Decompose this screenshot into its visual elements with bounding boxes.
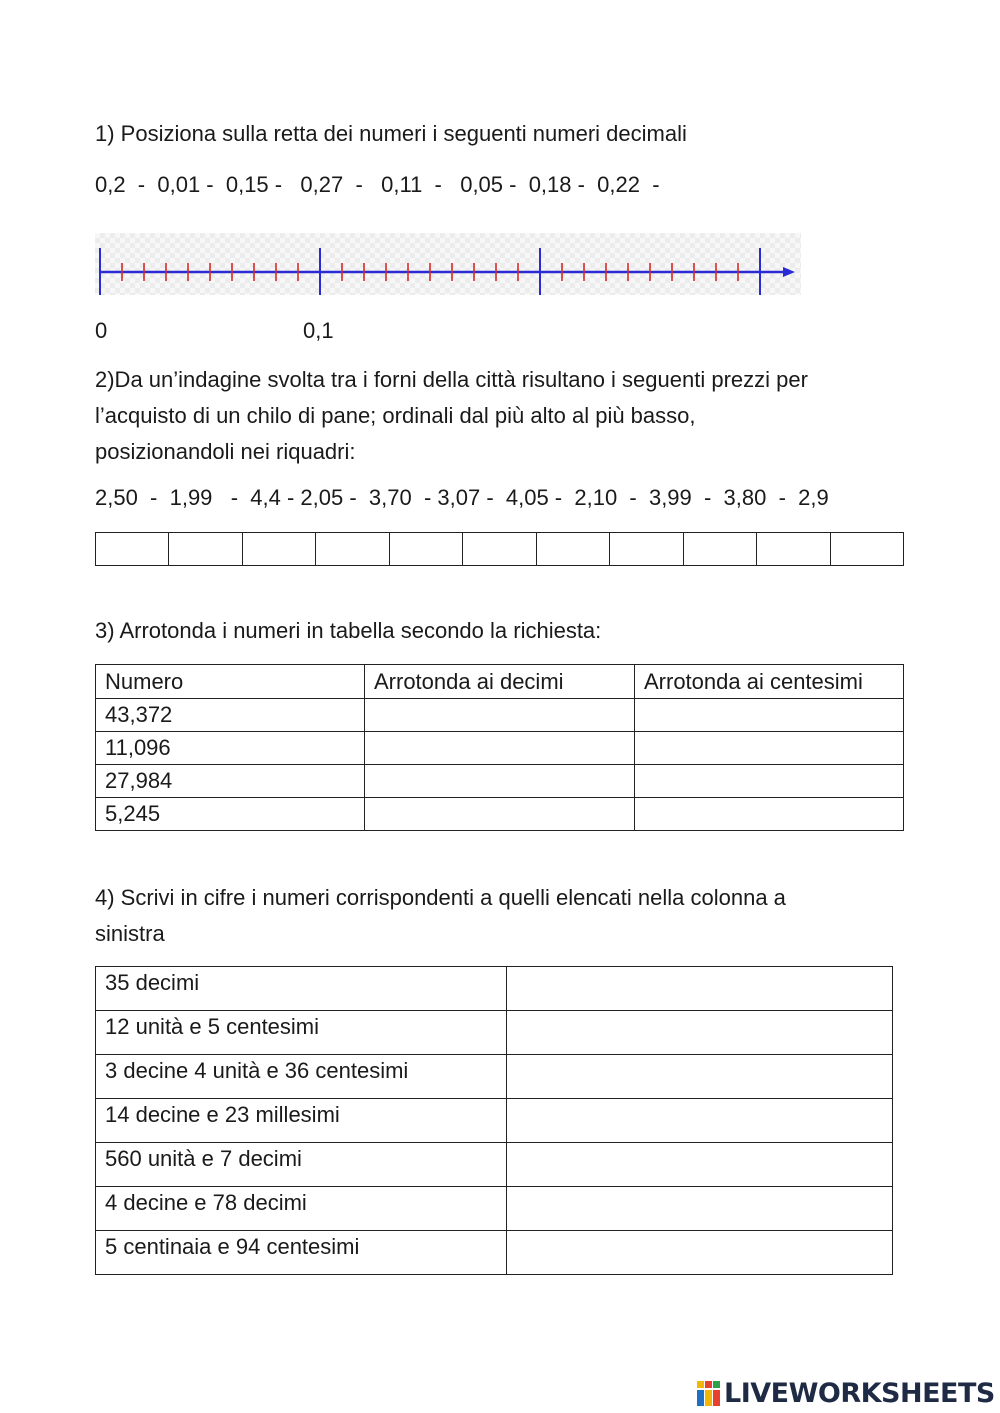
number-line-arrowhead <box>783 267 795 277</box>
answer-cell[interactable] <box>507 967 893 1011</box>
description-cell: 14 decine e 23 millesimi <box>96 1099 507 1143</box>
price-order-boxes <box>95 532 904 566</box>
row-number: 27,984 <box>96 765 365 798</box>
number-line-label-zero: 0 <box>95 318 108 343</box>
header-numero: Numero <box>96 665 365 699</box>
answer-cell[interactable] <box>507 1187 893 1231</box>
description-cell: 5 centinaia e 94 centesimi <box>96 1231 507 1275</box>
liveworksheets-logo-icon <box>697 1381 721 1407</box>
answer-cell[interactable] <box>507 1143 893 1187</box>
exercise3-title: 3) Arrotonda i numeri in tabella secondo la richiesta: <box>95 618 602 643</box>
price-box[interactable] <box>683 533 756 566</box>
answer-cell[interactable] <box>507 1231 893 1275</box>
exercise2-title-line: l’acquisto di un chilo di pane; ordinali dal più alto al più basso, <box>95 403 696 428</box>
table-row <box>96 1143 893 1187</box>
description-cell: 35 decimi <box>96 967 507 1011</box>
table-row <box>96 699 904 732</box>
number-line <box>95 233 801 295</box>
exercise1-numbers: 0,2 - 0,01 - 0,15 - 0,27 - 0,11 - 0,05 - 0,18 - 0,22 - <box>95 172 660 197</box>
rounding-table <box>95 664 904 831</box>
price-box[interactable] <box>242 533 315 566</box>
price-box[interactable] <box>389 533 462 566</box>
description-cell: 3 decine 4 unità e 36 centesimi <box>96 1055 507 1099</box>
table-row <box>96 1099 893 1143</box>
table-row <box>96 765 904 798</box>
answer-cell-centesimi[interactable] <box>635 732 904 765</box>
row-number: 11,096 <box>96 732 365 765</box>
exercise4-title <box>95 880 955 952</box>
answer-cell[interactable] <box>507 1055 893 1099</box>
table-row <box>96 1055 893 1099</box>
exercise2-title <box>95 362 955 470</box>
row-number: 5,245 <box>96 798 365 831</box>
price-box[interactable] <box>96 533 169 566</box>
exercise2-title-line: 2)Da un’indagine svolta tra i forni della città risultano i seguenti prezzi per <box>95 367 808 392</box>
answer-cell[interactable] <box>507 1099 893 1143</box>
header-centesimi: Arrotonda ai centesimi <box>635 665 904 699</box>
table-row <box>96 967 893 1011</box>
answer-cell[interactable] <box>507 1011 893 1055</box>
liveworksheets-logo-text: LIVEWORKSHEETS <box>724 1378 995 1409</box>
answer-cell-centesimi[interactable] <box>635 765 904 798</box>
answer-cell-decimi[interactable] <box>365 732 635 765</box>
exercise4-title-line: sinistra <box>95 921 165 946</box>
description-cell: 560 unità e 7 decimi <box>96 1143 507 1187</box>
price-box[interactable] <box>169 533 242 566</box>
exercise2-prices: 2,50 - 1,99 - 4,4 - 2,05 - 3,70 - 3,07 - 4,05 - 2,10 - 3,99 - 3,80 - 2,9 <box>95 485 829 510</box>
price-box[interactable] <box>610 533 683 566</box>
table-row <box>96 798 904 831</box>
answer-cell-centesimi[interactable] <box>635 699 904 732</box>
table-row <box>96 732 904 765</box>
table-row <box>96 1187 893 1231</box>
answer-cell-centesimi[interactable] <box>635 798 904 831</box>
answer-cell-decimi[interactable] <box>365 765 635 798</box>
price-box[interactable] <box>316 533 389 566</box>
exercise4-title-line: 4) Scrivi in cifre i numeri corrispondenti a quelli elencati nella colonna a <box>95 885 786 910</box>
price-box[interactable] <box>757 533 830 566</box>
description-cell: 12 unità e 5 centesimi <box>96 1011 507 1055</box>
table-row <box>96 1231 893 1275</box>
header-decimi: Arrotonda ai decimi <box>365 665 635 699</box>
price-box[interactable] <box>536 533 609 566</box>
answer-cell-decimi[interactable] <box>365 699 635 732</box>
exercise2-title-line: posizionandoli nei riquadri: <box>95 439 356 464</box>
description-cell: 4 decine e 78 decimi <box>96 1187 507 1231</box>
table-header-row <box>96 665 904 699</box>
answer-cell-decimi[interactable] <box>365 798 635 831</box>
number-line-label-tenth: 0,1 <box>303 318 334 343</box>
price-box[interactable] <box>830 533 903 566</box>
table-row <box>96 1011 893 1055</box>
liveworksheets-logo <box>697 1378 995 1409</box>
row-number: 43,372 <box>96 699 365 732</box>
exercise1-title: 1) Posiziona sulla retta dei numeri i seguenti numeri decimali <box>95 121 687 146</box>
price-box[interactable] <box>463 533 536 566</box>
digits-table <box>95 966 893 1275</box>
